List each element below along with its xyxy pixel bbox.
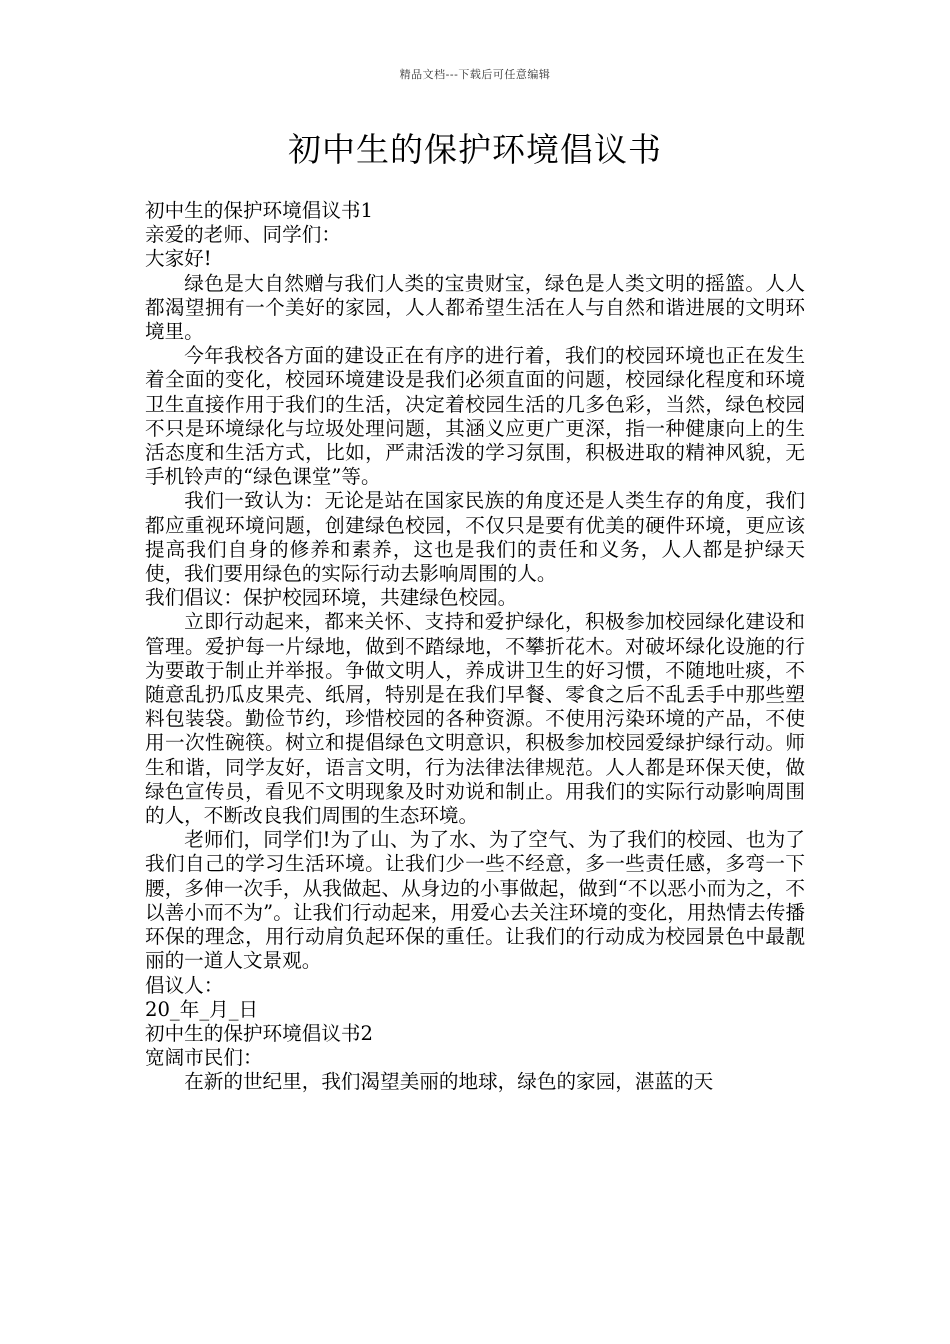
salutation: 亲爱的老师、同学们： xyxy=(145,223,341,247)
section-heading-1: 初中生的保护环境倡议书1 xyxy=(145,199,373,222)
body-paragraph: 立即行动起来，都来关怀、支持和爱护绿化，积极参加校园绿化建设和管理。爱护每一片绿地，做到不踏绿地，不攀折花木。对破坏绿化设施的行为要敢于制止并举报。争做文明人，养成讲卫生的好习惯，不随地吐痰，不随意乱扔瓜皮果壳、纸屑，特别是在我们早餐、零食之后不乱丢手中那些塑料包装袋。勤俭节约，珍惜校园的各种资源。不使用污染环境的产品，不使用一次性碗筷。树立和提倡绿色文明意识，积极参加校园爱绿护绿行动。师生和谐，同学友好，语言文明，行为法律法律规范。人人都是环保天使，做绿色宣传员，看见不文明现象及时劝说和制止。用我们的实际行动影响周围的人，不断改良我们周围的生态环境。 xyxy=(145,610,805,828)
signature-label: 倡议人： xyxy=(145,973,224,997)
proposal-line: 我们倡议：保护校园环境，共建绿色校园。 xyxy=(145,586,518,610)
document-title: 初中生的保护环境倡议书 xyxy=(288,130,662,169)
header-note: 精品文档---下载后可任意编辑 xyxy=(399,68,551,81)
document-body xyxy=(145,199,805,1095)
greeting: 大家好! xyxy=(145,247,212,271)
body-paragraph: 在新的世纪里，我们渴望美丽的地球，绿色的家园，湛蓝的天 xyxy=(184,1070,714,1094)
section-heading-2: 初中生的保护环境倡议书2 xyxy=(145,1021,373,1045)
body-paragraph: 老师们，同学们!为了山、为了水、为了空气、为了我们的校园、也为了我们自己的学习生活环境。让我们少一些不经意，多一些责任感，多弯一下腰，多伸一次手，从我做起、从身边的小事做起，做到“不以恶小而为之，不以善小而不为”。让我们行动起来，用爱心去关注环境的变化，用热情去传播环保的理念，用行动肩负起环保的重任。让我们的行动成为校园景色中最靓丽的一道人文景观。 xyxy=(145,828,805,973)
salutation: 宽阔市民们： xyxy=(145,1046,263,1070)
body-paragraph: 今年我校各方面的建设正在有序的进行着，我们的校园环境也正在发生着全面的变化，校园环境建设是我们必须直面的问题，校园绿化程度和环境卫生直接作用于我们的生活，决定着校园生活的几多色彩，当然，绿色校园不只是环境绿化与垃圾处理问题，其涵义应更广更深，指一种健康向上的生活态度和生活方式，比如，严肃活泼的学习氛围，积极进取的精神风貌，无手机铃声的“绿色课堂”等。 xyxy=(145,344,805,489)
body-paragraph: 绿色是大自然赠与我们人类的宝贵财宝，绿色是人类文明的摇篮。人人都渴望拥有一个美好的家园，人人都希望生活在人与自然和谐进展的文明环境里。 xyxy=(145,271,805,344)
body-paragraph: 我们一致认为：无论是站在国家民族的角度还是人类生存的角度，我们都应重视环境问题，创建绿色校园，不仅只是要有优美的硬件环境，更应该提高我们自身的修养和素养，这也是我们的责任和义务，人人都是护绿天使，我们要用绿色的实际行动去影响周围的人。 xyxy=(145,489,805,586)
date-line: 20_年_月_日 xyxy=(145,997,259,1021)
